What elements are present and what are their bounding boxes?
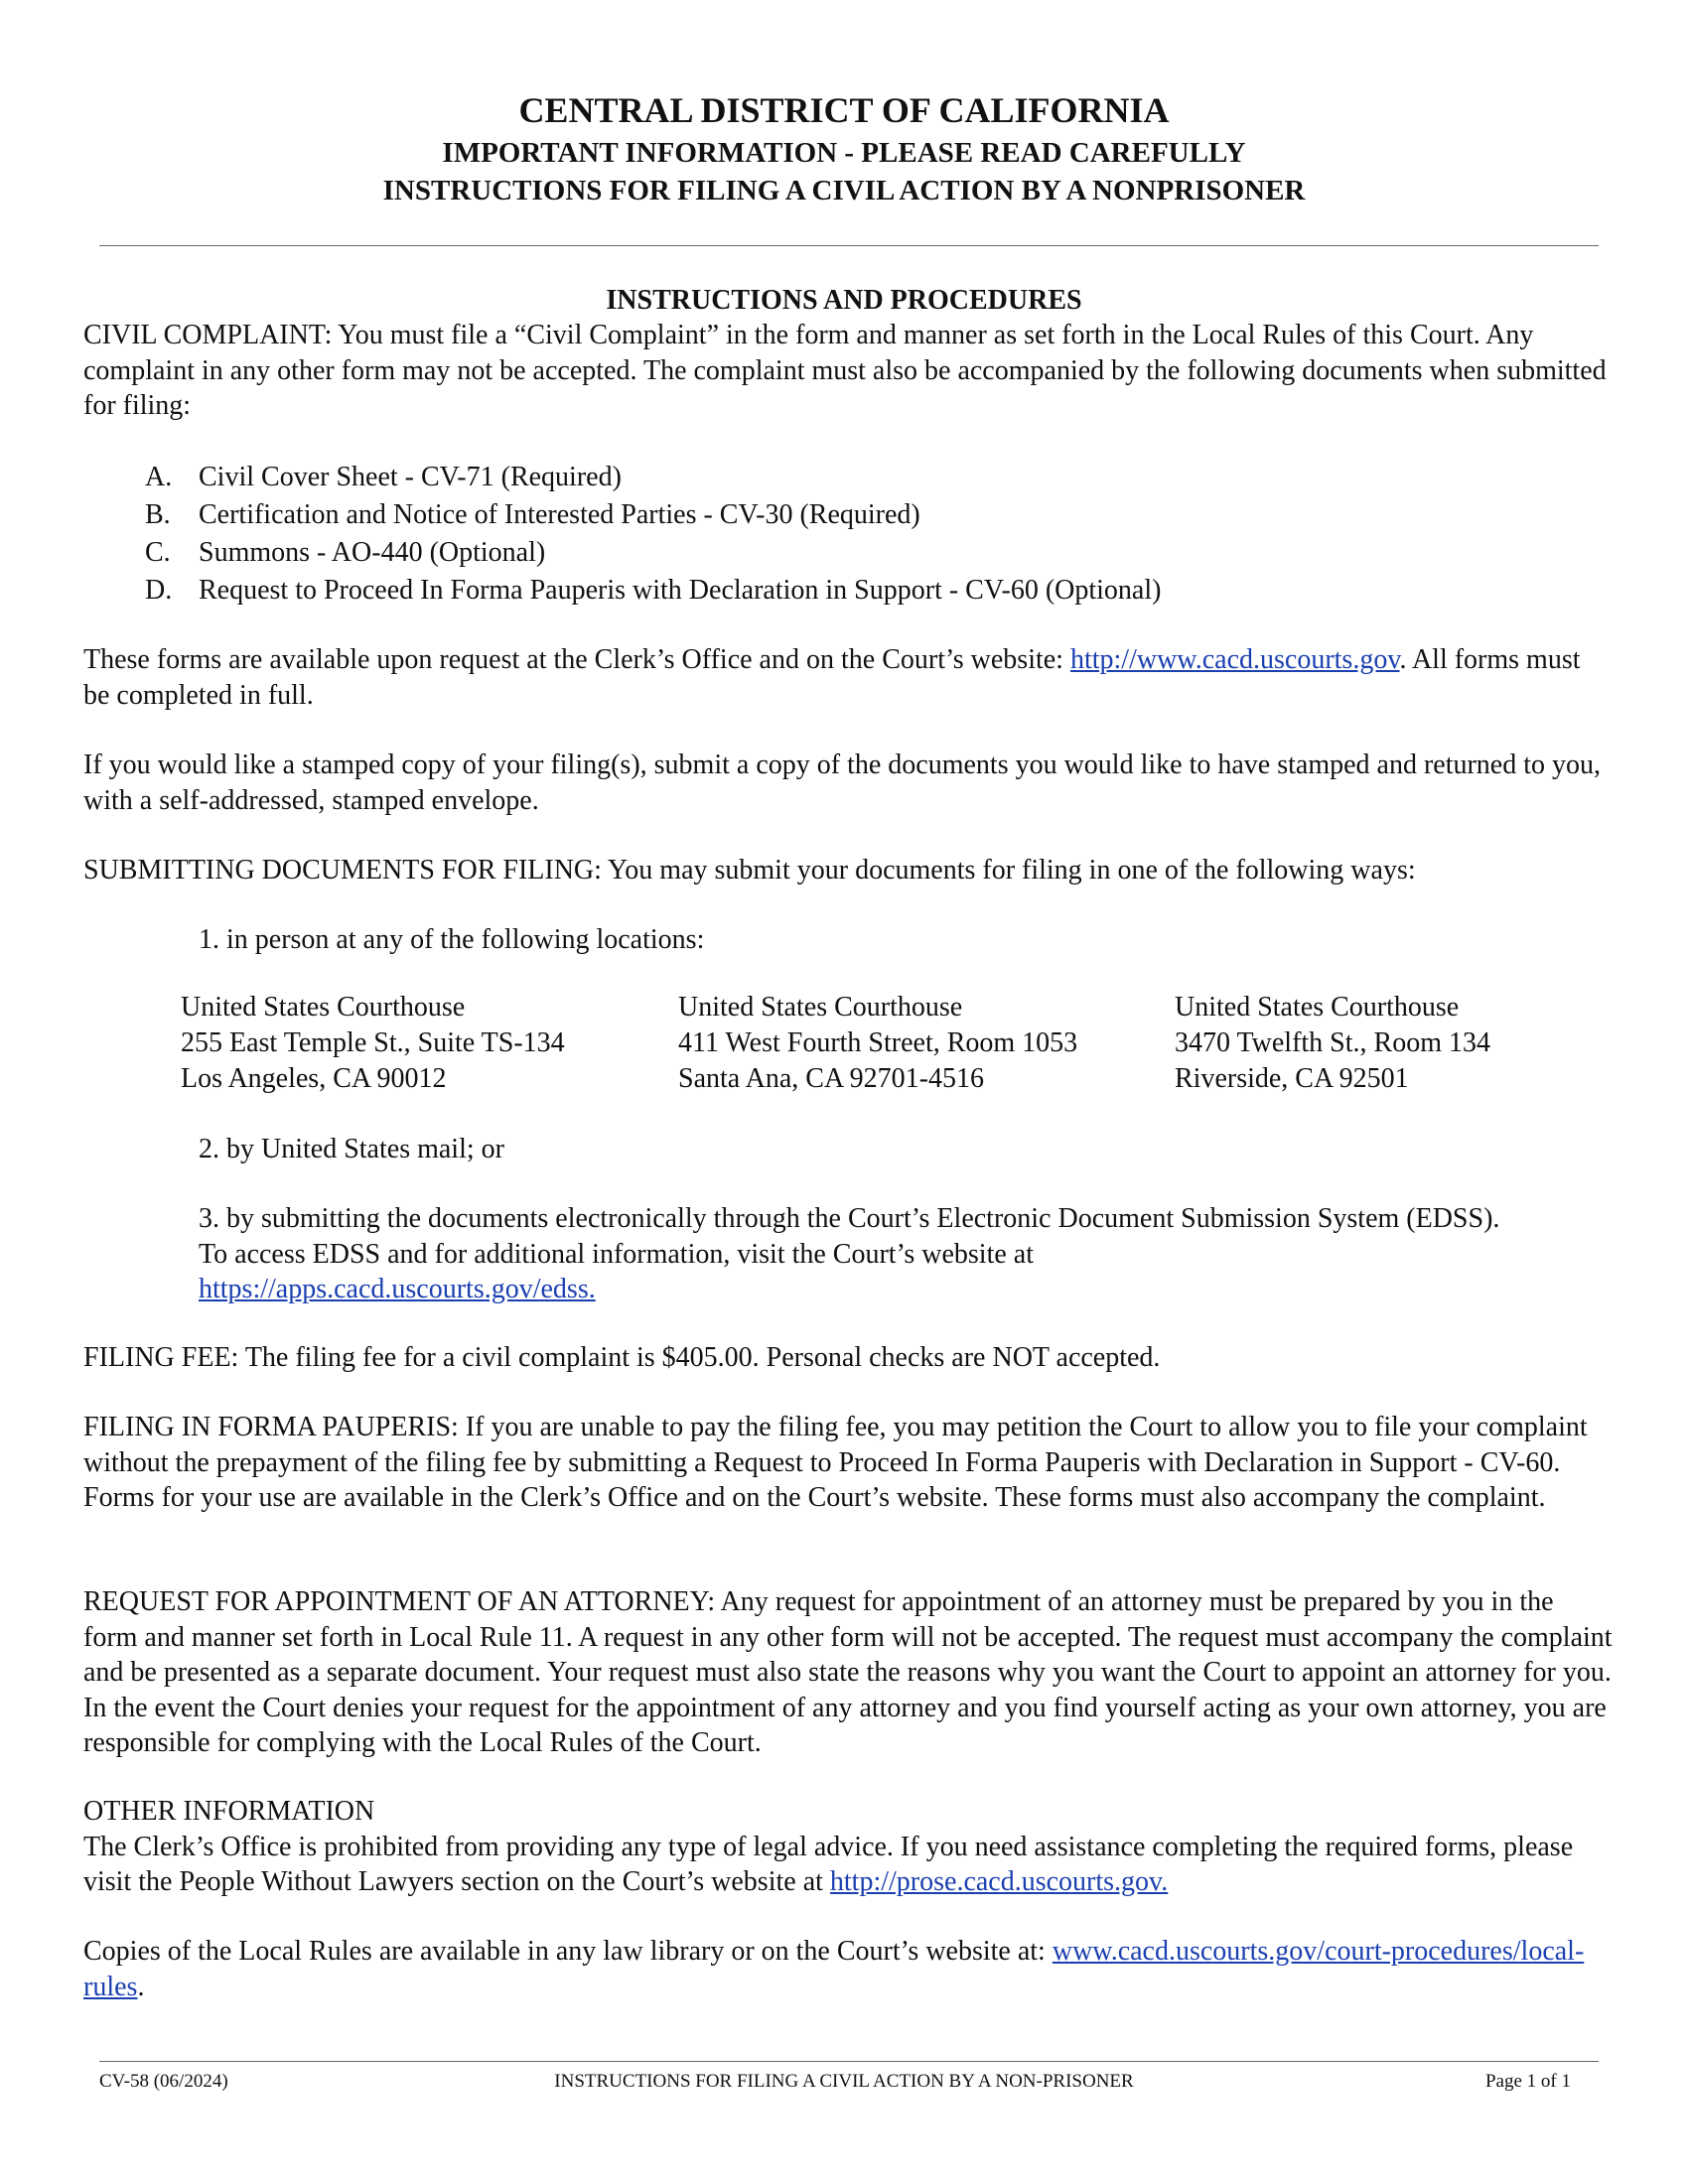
civil-complaint-text: : You must file a “Civil Complaint” in the form and manner as set forth in the Local Rules of this Court. Any complaint in any other form may not be accepted. The complaint must also be accompanied by the following documents when submitted for filing: [83,320,1607,421]
forms-available-paragraph [83,642,1613,713]
attorney-text: : Any request for appointment of an attorney must be prepared by you in the form and manner set forth in Local Rule 11. A request in any other form will not be accepted. The request must accompany the complaint and be presented as a separate document. Your request must also state the reasons why you want the Court to appoint an attorney for you. In the event the Court denies your request for the appointment of any attorney and you find yourself acting as your own attorney, you are responsible for complying with the Local Rules of the Court. [83,1586,1613,1758]
footer-page-number: Page 1 of 1 [1484,2071,1571,2092]
list-text: Request to Proceed In Forma Pauperis with Declaration in Support - CV-60 (Optional) [199,575,1162,606]
local-rules-paragraph [83,1934,1613,2004]
footer-title: INSTRUCTIONS FOR FILING A CIVIL ACTION BY A NON-PRISONER [554,2071,1134,2092]
submit-option-1: 1. in person at any of the following locations: [199,924,705,955]
document-list [0,459,1688,610]
submit-option-2: 2. by United States mail; or [199,1134,504,1164]
list-item [0,572,1688,610]
ifp-text: : If you are unable to pay the filing fee, you may petition the Court to allow you to file your complaint without the prepayment of the filing fee by submitting a Request to Proceed In Forma Pauperis with Declaration in Support - CV-60. Forms for your use are available in the Clerk’s Office and on the Court’s website. These forms must also accompany the complaint. [83,1412,1588,1513]
other-information-section [83,1794,1613,1900]
submitting-paragraph [83,853,1613,888]
ifp-label: FILING IN FORMA PAUPERIS [83,1412,452,1442]
filing-fee-paragraph [83,1340,1613,1376]
document-title: INSTRUCTIONS FOR FILING A CIVIL ACTION BY A NONPRISONER [382,175,1306,206]
list-text: Certification and Notice of Interested Parties - CV-30 (Required) [199,499,920,530]
list-letter: A. [145,462,173,492]
location-name: United States Courthouse [181,992,466,1023]
location-street: 255 East Temple St., Suite TS-134 [181,1027,565,1058]
forms-available-text: These forms are available upon request at the Clerk’s Office and on the Court’s website: [83,644,1070,675]
stamped-copy-paragraph: If you would like a stamped copy of your filing(s), submit a copy of the documents you would like to have stamped and returned to you, with a self-addressed, stamped envelope. [83,750,1602,816]
section-title: INSTRUCTIONS AND PROCEDURES [606,285,1082,316]
submitting-text: : You may submit your documents for filing in one of the following ways: [594,855,1416,886]
court-website-link[interactable]: http://www.cacd.uscourts.gov [1069,644,1400,675]
list-item [0,459,1688,496]
list-text: Civil Cover Sheet - CV-71 (Required) [199,462,622,492]
location-name: United States Courthouse [678,992,963,1023]
footer-divider [99,2061,1599,2062]
attorney-paragraph [83,1584,1613,1761]
location-city: Riverside, CA 92501 [1175,1063,1409,1094]
location-riverside [1175,990,1651,1097]
location-city: Santa Ana, CA 92701-4516 [678,1063,984,1094]
court-name: CENTRAL DISTRICT OF CALIFORNIA [518,90,1170,130]
local-rules-text: Copies of the Local Rules are available in any law library or on the Court’s website at: [83,1936,1053,1967]
list-item [0,534,1688,572]
footer-form-id: CV-58 (06/2024) [99,2071,228,2092]
list-letter: B. [145,499,171,530]
submitting-label: SUBMITTING DOCUMENTS FOR FILING [83,855,595,886]
civil-complaint-paragraph [83,318,1613,424]
filing-fee-text: : The filing fee for a civil complaint is $405.00. Personal checks are NOT accepted. [230,1342,1161,1373]
location-city: Los Angeles, CA 90012 [181,1063,447,1094]
other-information-text: The Clerk’s Office is prohibited from providing any type of legal advice. If you need assistance completing the required forms, please visit the People Without Lawyers section on the Court’s website at [83,1831,1574,1897]
location-street: 3470 Twelfth St., Room 134 [1175,1027,1490,1058]
edss-text: 3. by submitting the documents electronically through the Court’s Electronic Document Submission System (EDSS). To access EDSS and for additional information, visit the Court’s website at [199,1203,1500,1270]
location-street: 411 West Fourth Street, Room 1053 [678,1027,1078,1058]
list-letter: D. [145,575,173,606]
local-rules-link[interactable]: www.cacd.uscourts.gov/court-procedures/local-rules [83,1936,1585,2002]
location-santa-ana [678,990,1155,1097]
prose-website-link[interactable]: http://prose.cacd.uscourts.gov. [829,1866,1169,1897]
edss-link[interactable]: https://apps.cacd.uscourts.gov/edss. [199,1274,596,1304]
location-name: United States Courthouse [1175,992,1460,1023]
forms-available-text-after: . All forms must be completed in full. [83,644,1581,711]
civil-complaint-label: CIVIL COMPLAINT [83,320,325,350]
other-information-label: OTHER INFORMATION [83,1796,375,1827]
list-letter: C. [145,537,171,568]
location-los-angeles [181,990,657,1097]
local-rules-text-after: . [137,1971,145,2002]
submit-option-3 [199,1201,1529,1307]
filing-fee-label: FILING FEE [83,1342,231,1373]
important-notice: IMPORTANT INFORMATION - PLEASE READ CAREFULLY [442,137,1246,169]
list-text: Summons - AO-440 (Optional) [199,537,546,568]
ifp-paragraph [83,1410,1613,1516]
header-divider [99,245,1599,246]
list-item [0,496,1688,534]
attorney-label: REQUEST FOR APPOINTMENT OF AN ATTORNEY [83,1586,708,1617]
